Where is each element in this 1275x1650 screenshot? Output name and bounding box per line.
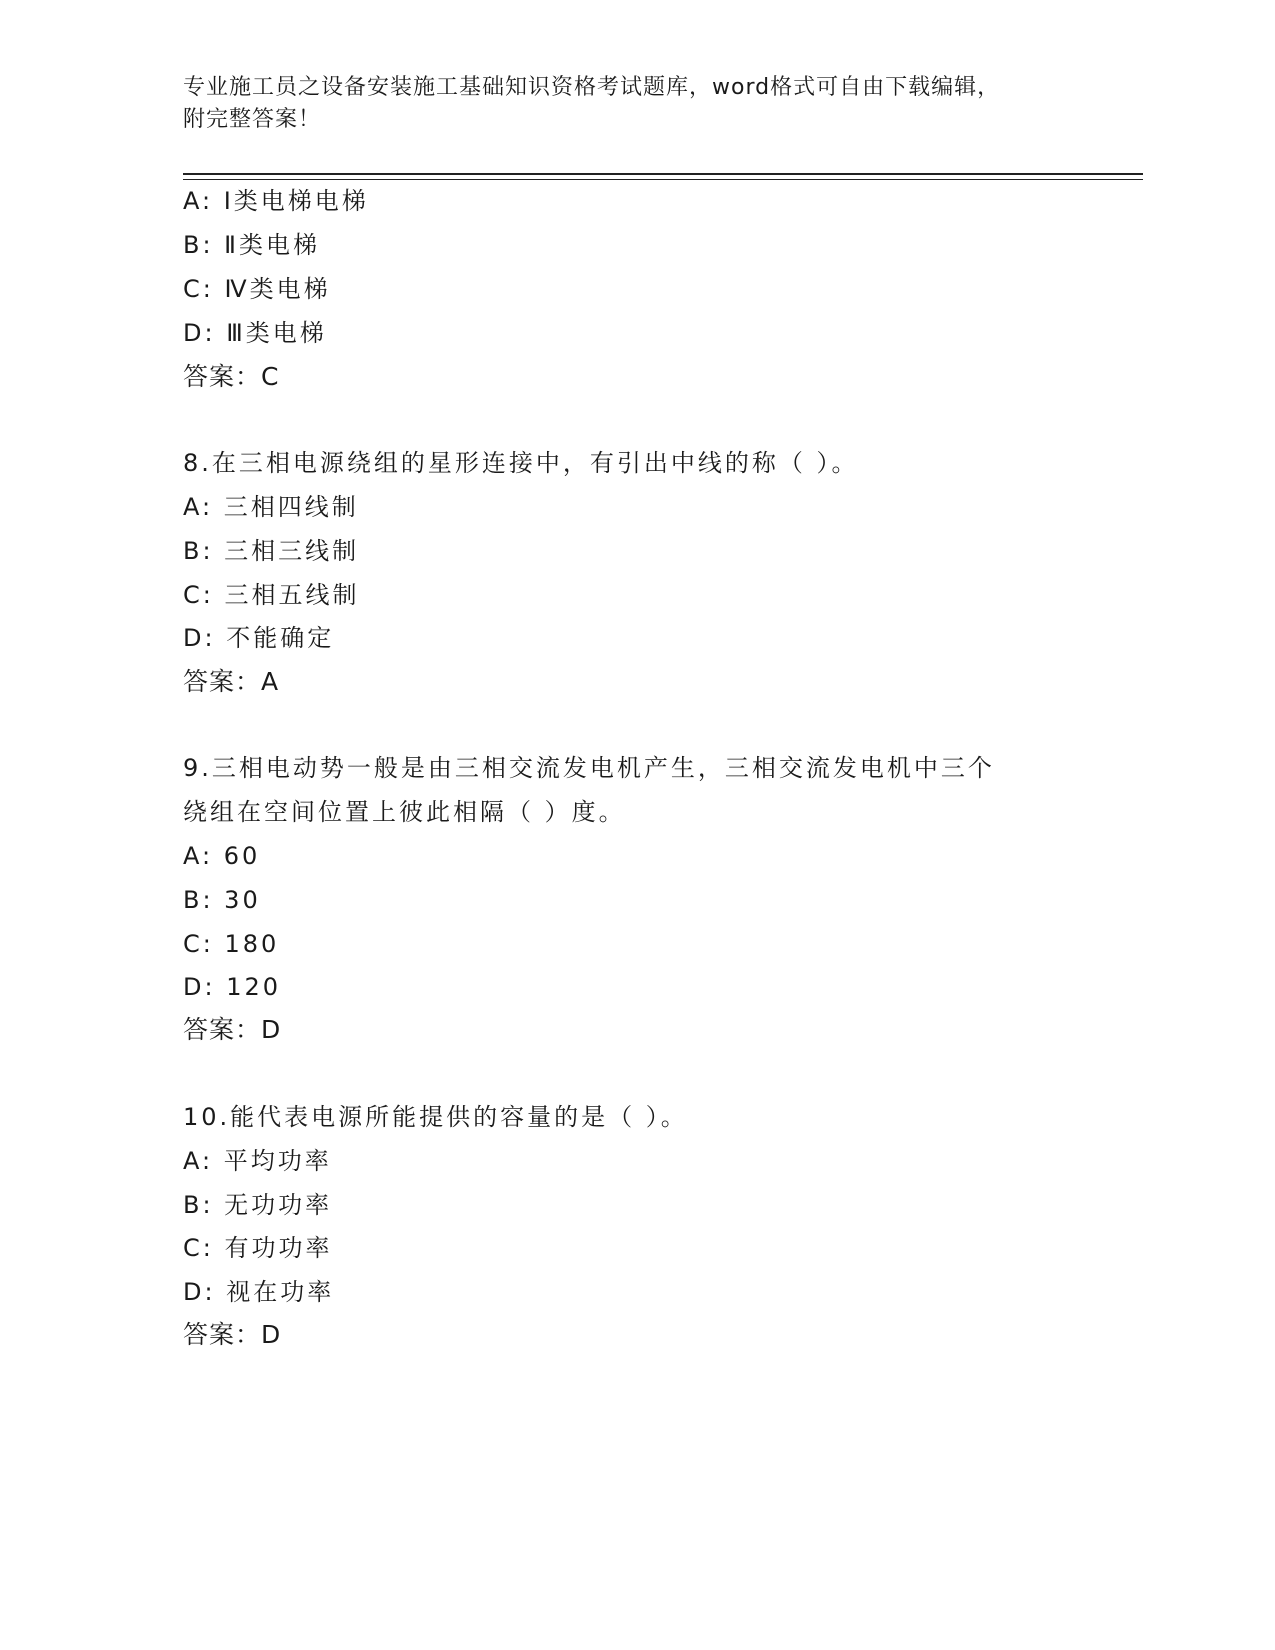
q9-option-a: A: 60	[183, 842, 261, 870]
q8-option-d: D: 不能确定	[183, 624, 335, 652]
q10-answer: 答案：D	[183, 1320, 282, 1349]
q9-question-line1: 9.三相电动势一般是由三相交流发电机产生，三相交流发电机中三个	[183, 754, 995, 782]
q9-option-c: C: 180	[183, 930, 280, 958]
q7-answer: 答案：C	[183, 362, 280, 391]
q9-question-line2: 绕组在空间位置上彼此相隔（ ）度。	[183, 798, 626, 826]
q8-option-c: C: 三相五线制	[183, 581, 360, 609]
q8-question: 8.在三相电源绕组的星形连接中，有引出中线的称（ ）。	[183, 449, 859, 477]
document-header	[183, 72, 1083, 136]
q10-option-a: A: 平均功率	[183, 1147, 332, 1175]
header-divider-thick	[183, 173, 1143, 175]
q7-option-c: C: Ⅳ类电梯	[183, 275, 331, 303]
header-title-line1: 专业施工员之设备安装施工基础知识资格考试题库，word格式可自由下载编辑，	[183, 75, 1001, 100]
header-title-line2: 附完整答案！	[183, 107, 322, 132]
q9-answer: 答案：D	[183, 1015, 282, 1044]
q10-option-c: C: 有功功率	[183, 1234, 333, 1262]
q8-option-a: A: 三相四线制	[183, 493, 359, 521]
q7-option-b: B: Ⅱ类电梯	[183, 231, 320, 259]
header-divider-thin	[183, 179, 1143, 180]
q8-answer: 答案：A	[183, 667, 280, 696]
q10-question: 10.能代表电源所能提供的容量的是（ ）。	[183, 1103, 688, 1131]
q7-option-d: D: Ⅲ类电梯	[183, 319, 327, 347]
q9-option-b: B: 30	[183, 886, 261, 914]
q7-option-a: A: Ⅰ类电梯电梯	[183, 187, 369, 215]
q10-option-b: B: 无功功率	[183, 1191, 333, 1219]
q8-option-b: B: 三相三线制	[183, 537, 360, 565]
q10-option-d: D: 视在功率	[183, 1278, 335, 1306]
q9-option-d: D: 120	[183, 973, 282, 1001]
